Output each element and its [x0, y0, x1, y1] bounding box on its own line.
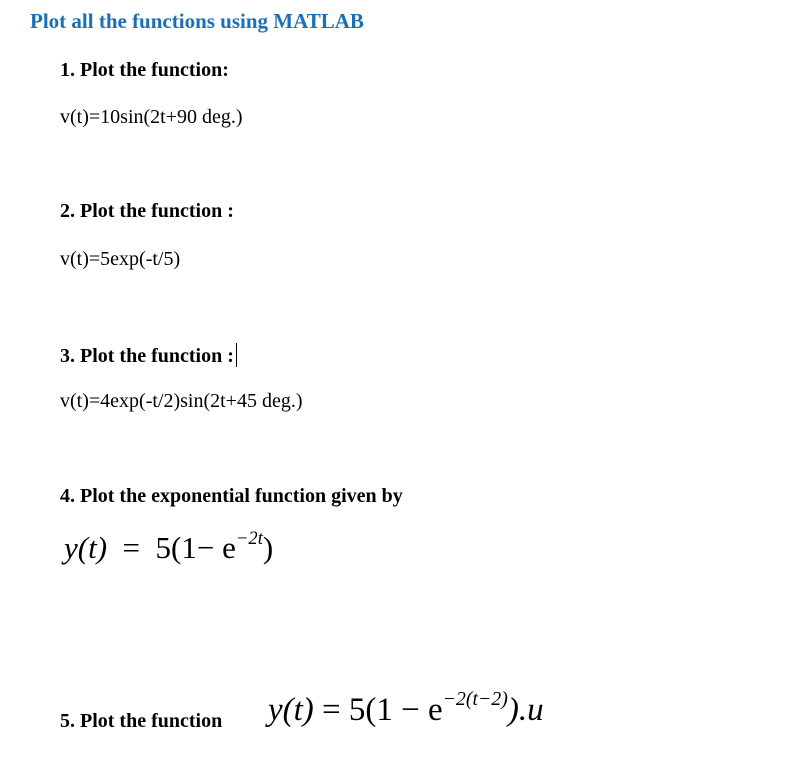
item-3-formula: v(t)=4exp(-t/2)sin(2t+45 deg.) [60, 390, 303, 412]
eq4-close: ) [262, 530, 274, 565]
item-1-formula: v(t)=10sin(2t+90 deg.) [60, 106, 243, 128]
eq5-close: ).u [507, 692, 544, 728]
page-title: Plot all the functions using MATLAB [30, 9, 364, 33]
eq5-base: 5(1 − e [348, 692, 443, 728]
eq5-exponent: −2(t−2) [442, 688, 508, 711]
eq4-equals: = [122, 530, 141, 565]
item-2-formula: v(t)=5exp(-t/5) [60, 248, 181, 270]
item-5-heading: 5. Plot the function [60, 710, 223, 732]
item-3-heading-line [60, 343, 237, 368]
item-5-equation [268, 688, 544, 729]
eq4-base: 5(1− e [155, 530, 236, 565]
eq4-lhs: y(t) [64, 530, 108, 565]
item-1-heading: 1. Plot the function: [60, 59, 229, 81]
eq5-equals: = [322, 692, 341, 728]
eq4-exponent: −2t [235, 528, 263, 550]
item-4-heading: 4. Plot the exponential function given by [60, 485, 403, 507]
item-4-equation [64, 530, 273, 566]
item-3-heading: 3. Plot the function : [60, 345, 234, 367]
eq5-lhs: y(t) [268, 692, 314, 728]
item-2-heading: 2. Plot the function : [60, 200, 234, 222]
text-cursor [236, 343, 237, 367]
